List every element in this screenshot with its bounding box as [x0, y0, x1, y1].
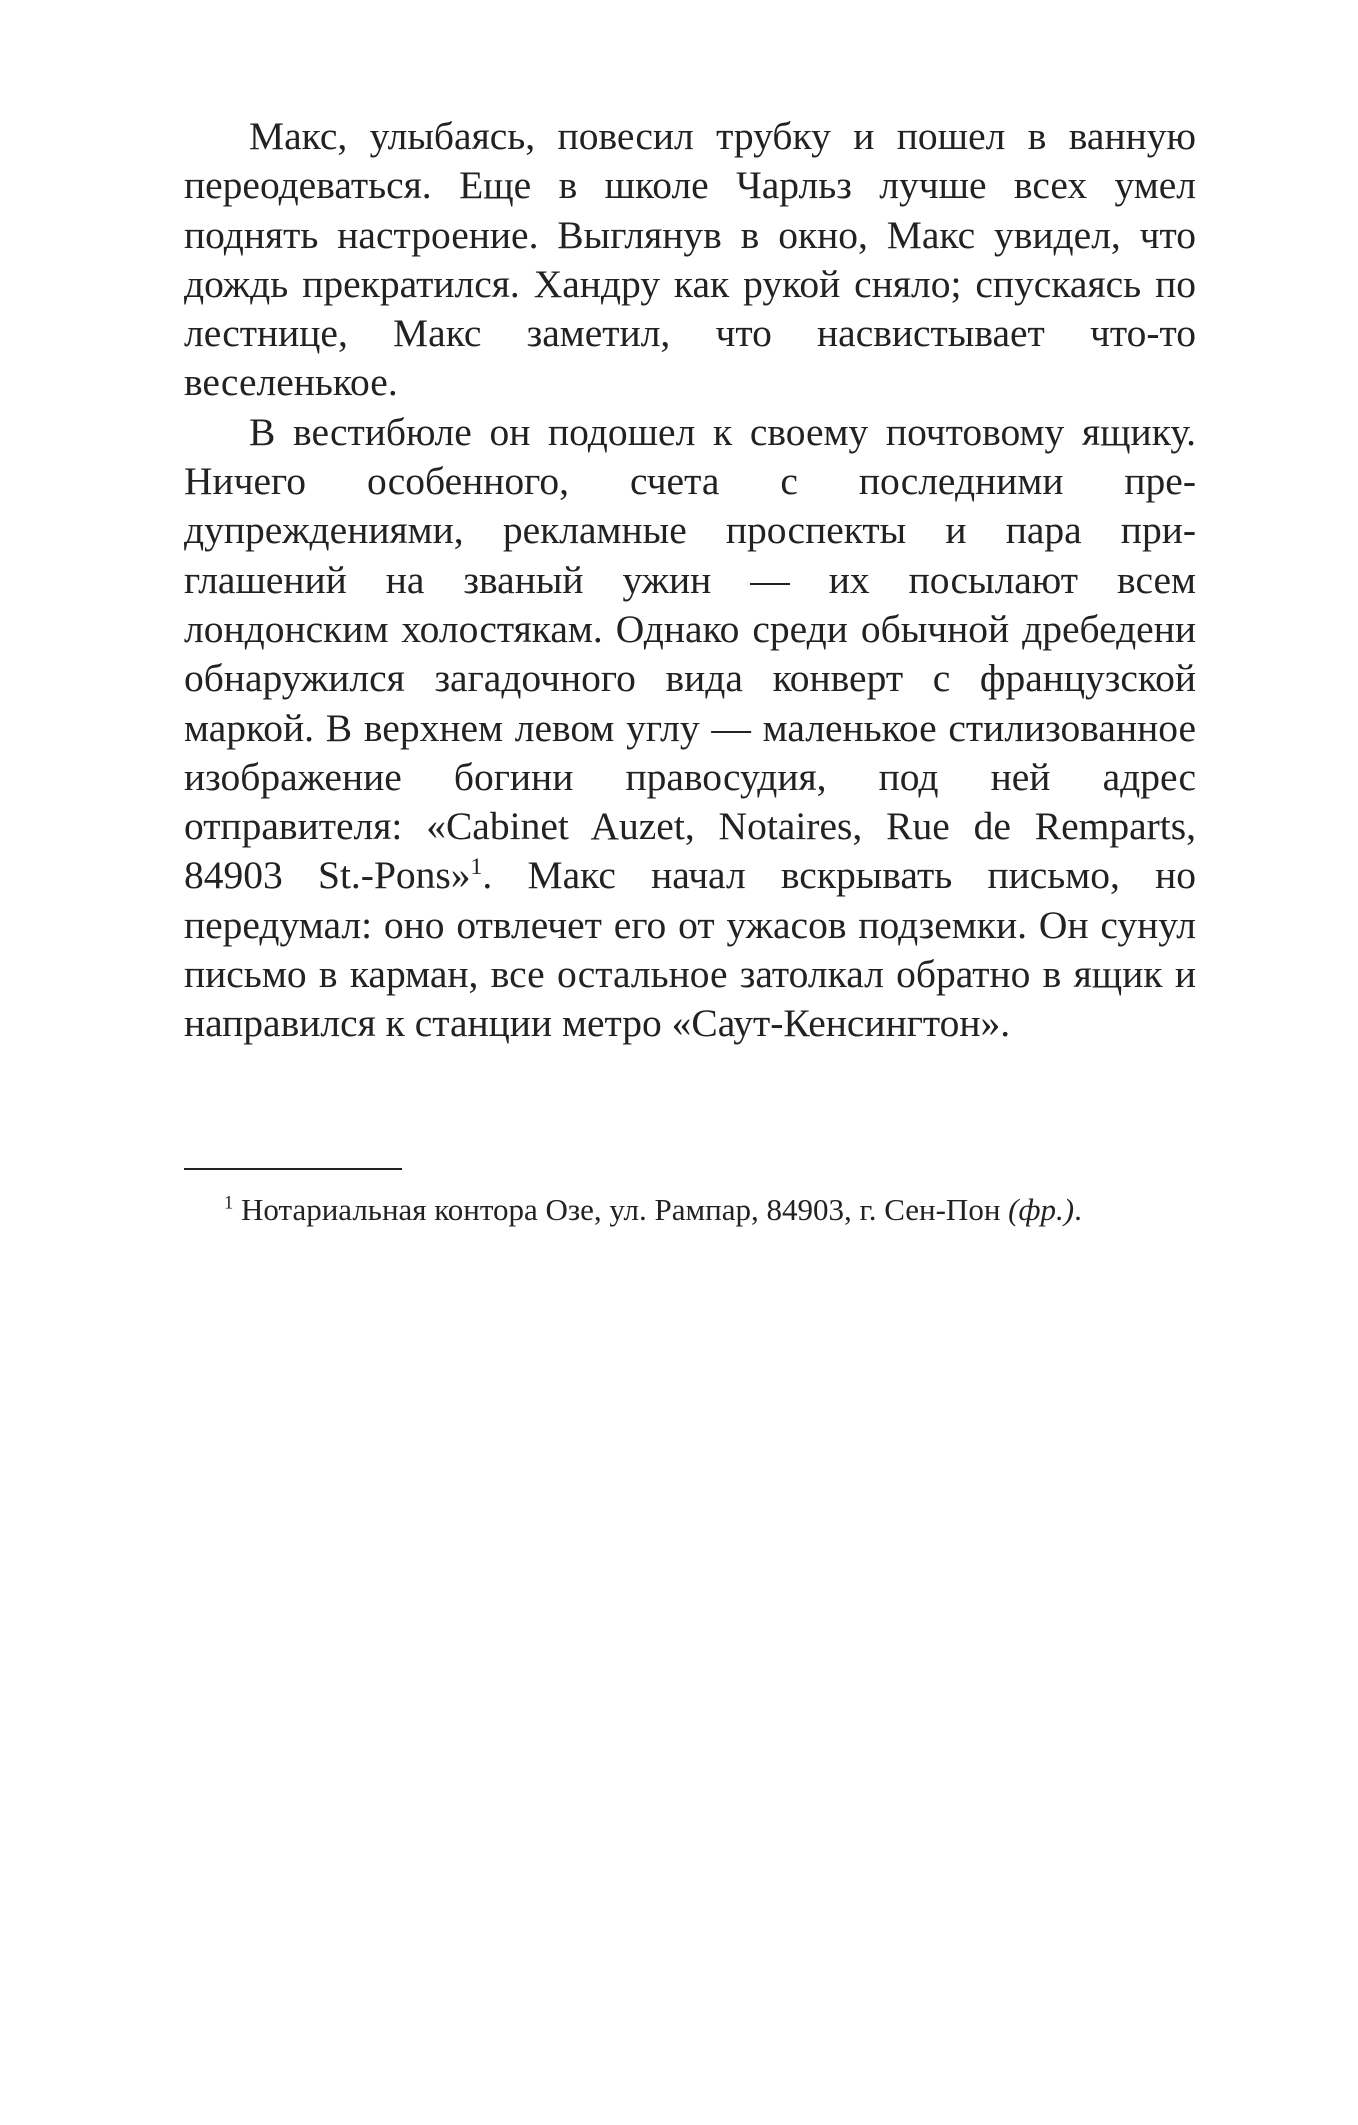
footnote-divider [184, 1168, 402, 1170]
footnote-reference: 1 [470, 854, 483, 881]
footnote-language-note: (фр.) [1008, 1192, 1075, 1227]
main-text [184, 112, 1196, 1049]
footnote-text: Нотариальная контора Озе, ул. Рампар, 84903, г. Сен-Пон [233, 1192, 1009, 1227]
paragraph-2 [184, 408, 1196, 1049]
footnote [184, 1188, 1196, 1232]
footnote-marker: 1 [224, 1192, 234, 1214]
paragraph-2-text-after-note: . Макс начал вскрывать письмо, но передумал: оно отвлечет его от ужасов подземки. Он сунул письмо в карман, все остальное затолкал обратно в ящик и направился к станции метро «Саут-Кенсингтон». [184, 853, 1197, 1046]
paragraph-1: Макс, улыбаясь, повесил трубку и пошел в ванную переодеваться. Еще в школе Чарльз лучше всех умел поднять настроение. Выглянув в окно, Макс увидел, что дождь прекратился. Хандру как рукой сняло; спускаясь по лестнице, Макс заметил, что насвистывает что-то веселенькое. [184, 114, 1196, 405]
paragraph-2-text-before-note: В вестибюле он подошел к своему почтовому ящику. Ничего особенного, счета с последними предупреждениями, рекламные проспекты и пара приглашений на званый ужин — их посылают всем лондонским холостякам. Однако среди обычной дребедени обнаружился загадочного вида конверт с французской маркой. В верхнем левом углу — маленькое стилизованное изображение богини правосудия, под ней адрес отправителя: «Cabinet Auzet, Notaires, Rue de Remparts, 84903 St.-Pons» [184, 409, 1196, 898]
footnote-end: . [1074, 1192, 1082, 1227]
